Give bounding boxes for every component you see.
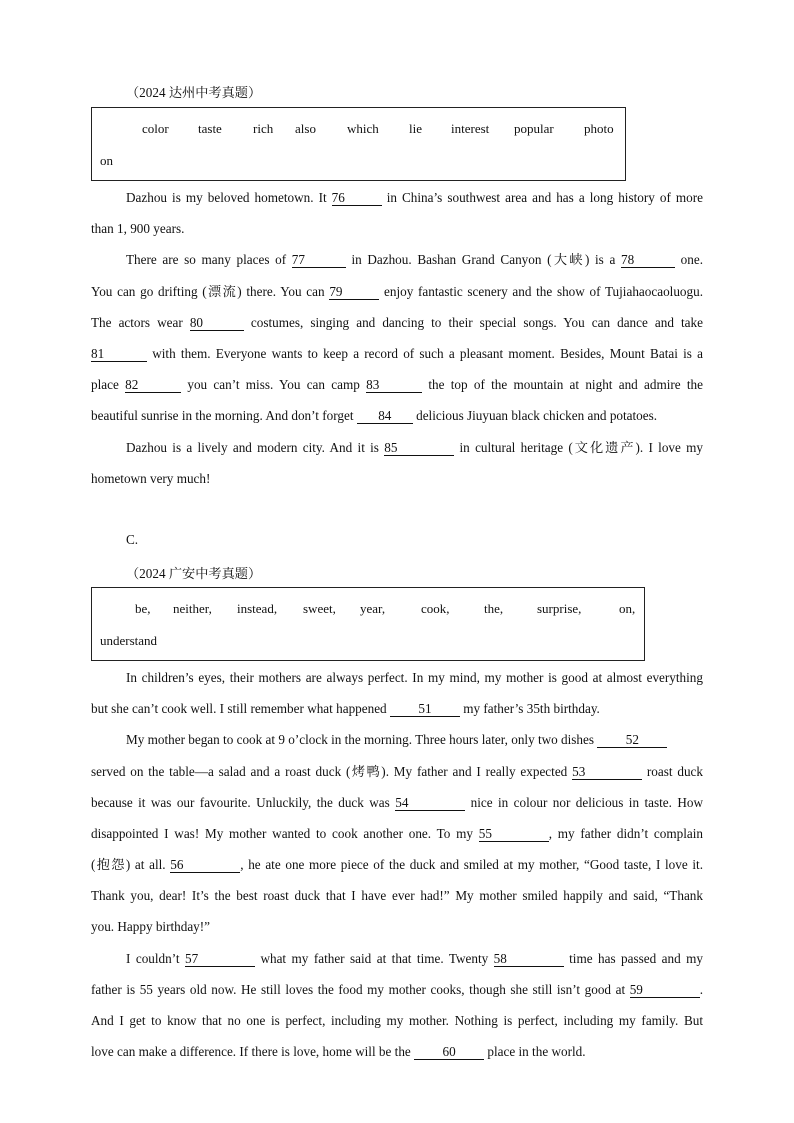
passage-line: Dazhou is a lively and modern city. And it is 85 in cultural heritage (文化遗产). I love my — [126, 440, 703, 455]
blank-85[interactable]: 85 — [384, 441, 454, 456]
passage-line: 81 with them. Everyone wants to keep a record of such a pleasant moment. Besides, Mount Batai is a — [91, 346, 703, 361]
word-option: on, — [619, 601, 636, 616]
passage-line: you. Happy birthday!” — [91, 919, 211, 934]
passage-line: place 82 you can’t miss. You can camp 83 the top of the mountain at night and admire the — [91, 377, 704, 392]
word-option: cook, — [421, 601, 450, 616]
word-option: color — [142, 121, 169, 136]
blank-55[interactable]: 55 — [479, 827, 549, 842]
section-label-c: C. — [126, 532, 139, 547]
source-label-guangan: （2024 广安中考真题） — [126, 566, 262, 581]
word-option: popular — [514, 121, 554, 136]
blank-82[interactable]: 82 — [125, 378, 181, 393]
word-option: interest — [451, 121, 490, 136]
word-option: also — [295, 121, 316, 136]
passage-line: beautiful sunrise in the morning. And don’t forget 84 delicious Jiuyuan black chicken and potatoes. — [91, 408, 658, 423]
passage-line: You can go drifting (漂流) there. You can 79 enjoy fantastic scenery and the show of Tujiahaocaoluogu. — [91, 284, 703, 299]
blank-76[interactable]: 76 — [332, 191, 382, 206]
word-option: the, — [484, 601, 504, 616]
word-option: surprise, — [537, 601, 582, 616]
word-option: neither, — [173, 601, 212, 616]
word-box-guangan — [91, 587, 645, 661]
word-option: sweet, — [303, 601, 336, 616]
passage-line: There are so many places of 77 in Dazhou. Bashan Grand Canyon (大峡) is a 78 one. — [126, 252, 703, 267]
blank-53[interactable]: 53 — [572, 765, 642, 780]
blank-78[interactable]: 78 — [621, 253, 675, 268]
passage-line: hometown very much! — [91, 471, 211, 486]
word-option: rich — [253, 121, 274, 136]
source-label-dazhou: （2024 达州中考真题） — [126, 85, 262, 100]
blank-80[interactable]: 80 — [190, 316, 244, 331]
blank-58[interactable]: 58 — [494, 952, 564, 967]
passage-line: than 1, 900 years. — [91, 221, 185, 236]
blank-77[interactable]: 77 — [292, 253, 346, 268]
word-option: understand — [100, 633, 158, 648]
passage-line: Thank you, dear! It’s the best roast duck that I have ever had!” My mother smiled happily and said, “Thank — [91, 888, 703, 903]
blank-52[interactable]: 52 — [597, 733, 667, 748]
word-option: lie — [409, 121, 422, 136]
passage-line: (抱怨) at all. 56 , he ate one more piece of the duck and smiled at my mother, “Good taste, I love it. — [91, 857, 704, 872]
passage-line: father is 55 years old now. He still loves the food my mother cooks, though she still isn’t good at 59 . — [91, 982, 703, 997]
passage-line: love can make a difference. If there is love, home will be the 60 place in the world. — [91, 1044, 586, 1059]
passage-line: but she can’t cook well. I still remember what happened 51 my father’s 35th birthday. — [91, 701, 600, 716]
passage-line: Dazhou is my beloved hometown. It 76 in China’s southwest area and has a long history of more — [126, 190, 703, 205]
passage-line: served on the table—a salad and a roast duck (烤鸭). My father and I really expected 53 roast duck — [91, 764, 703, 779]
blank-84[interactable]: 84 — [357, 409, 413, 424]
passage-line: My mother began to cook at 9 o’clock in the morning. Three hours later, only two dishes 52 — [91, 731, 703, 749]
blank-59[interactable]: 59 — [630, 983, 700, 998]
word-option: which — [347, 121, 379, 136]
blank-81[interactable]: 81 — [91, 347, 147, 362]
blank-57[interactable]: 57 — [185, 952, 255, 967]
word-box-dazhou — [91, 107, 626, 181]
passage-line: disappointed I was! My mother wanted to cook another one. To my 55 , my father didn’t complain — [91, 826, 704, 841]
blank-56[interactable]: 56 — [170, 858, 240, 873]
passage-line: The actors wear 80 costumes, singing and dancing to their special songs. You can dance and take — [91, 315, 703, 330]
passage-line: And I get to know that no one is perfect, including my mother. Nothing is perfect, including my family. But — [91, 1013, 703, 1028]
passage-line: In children’s eyes, their mothers are always perfect. In my mind, my mother is good at almost everything — [126, 670, 703, 685]
blank-83[interactable]: 83 — [366, 378, 422, 393]
blank-51[interactable]: 51 — [390, 702, 460, 717]
word-option: taste — [198, 121, 222, 136]
blank-79[interactable]: 79 — [329, 285, 379, 300]
passage-line: because it was our favourite. Unluckily, the duck was 54 nice in colour nor delicious in taste. How — [91, 795, 703, 810]
word-option: photo — [584, 121, 614, 136]
word-option: on — [100, 153, 113, 168]
word-option: be, — [135, 601, 151, 616]
word-option: instead, — [237, 601, 278, 616]
blank-60[interactable]: 60 — [414, 1045, 484, 1060]
word-option: year, — [360, 601, 386, 616]
blank-54[interactable]: 54 — [395, 796, 465, 811]
passage-line: I couldn’t 57 what my father said at that time. Twenty 58 time has passed and my — [126, 951, 703, 966]
